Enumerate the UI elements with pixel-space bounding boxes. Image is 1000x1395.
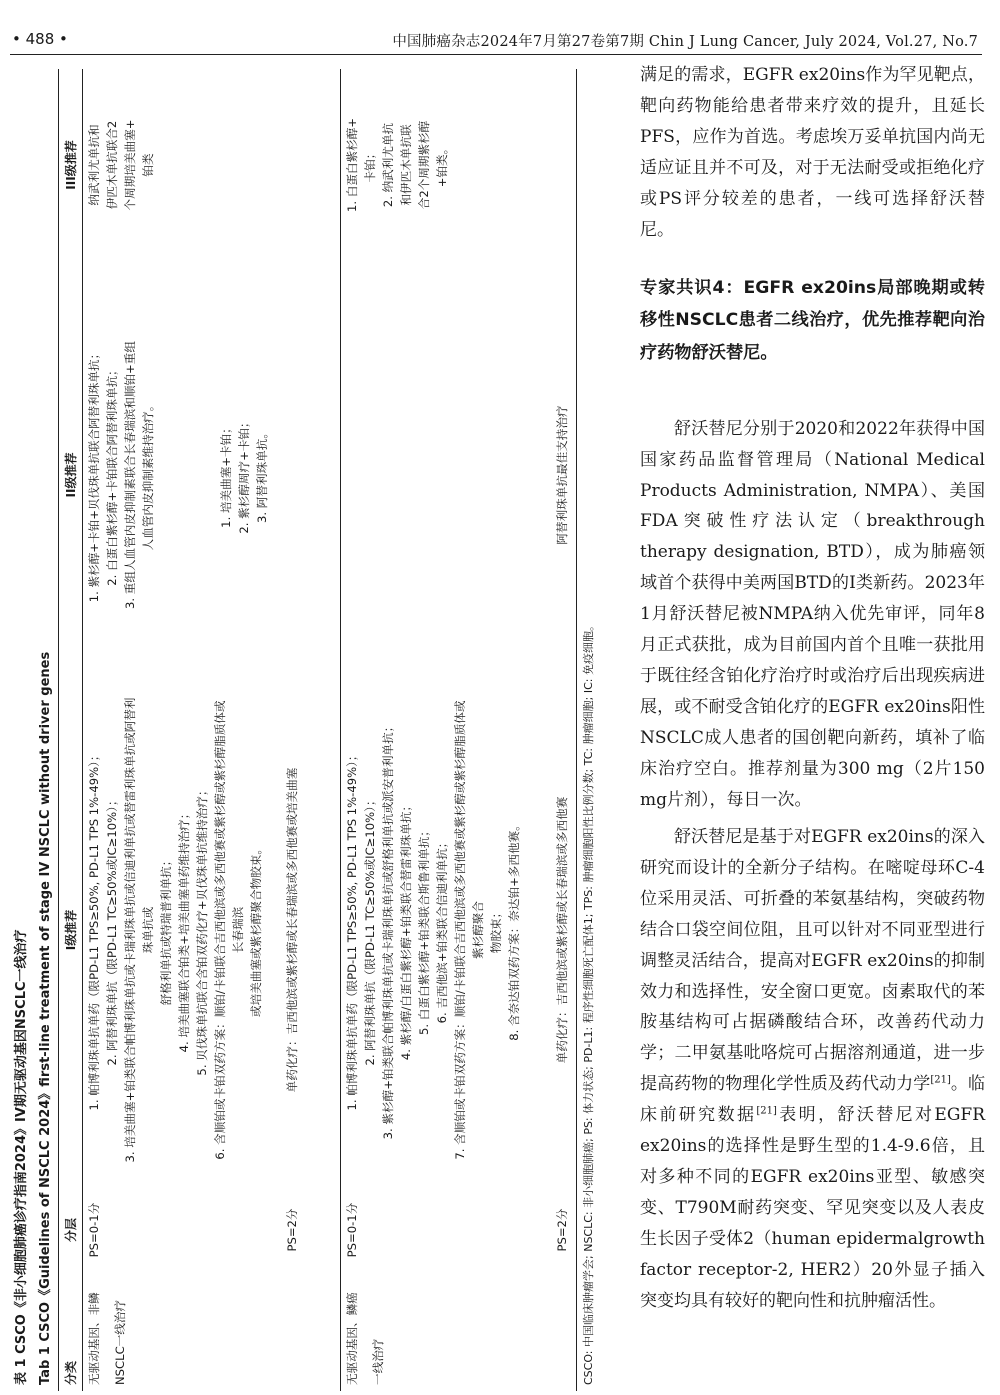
list-item: 个周期培美曲塞+ <box>122 119 137 211</box>
list-item: 舒格利单抗或特瑞普利单抗； <box>158 854 173 1006</box>
expert-consensus-4: 专家共识4：EGFR ex20ins局部晚期或转移性NSCLC患者二线治疗，优先推荐靶向治疗药物舒沃替尼。 <box>640 277 985 363</box>
list-item: 1. 培美曲塞+卡铂； <box>219 422 233 528</box>
header-rule <box>10 54 982 55</box>
s2-category-line1: 无驱动基因、鳞癌 <box>345 1292 359 1385</box>
section-divider <box>340 69 341 1391</box>
list-item: 5. 贝伐珠单抗联合含铂双药化疗+贝伐珠单抗维持治疗； <box>194 784 209 1076</box>
citation-21: [21] <box>930 1074 951 1086</box>
s2-ps01: PS=0-1分 <box>345 1202 359 1258</box>
s1-level3-ps01 <box>86 75 158 255</box>
header-level2: II级推荐 <box>64 452 78 498</box>
s1-category-line2: NSCLC一线治疗 <box>113 1299 127 1385</box>
paragraph-continuation: 满足的需求，EGFR ex20ins作为罕见靶点，靶向药物能给患者带来疗效的提升，且延长PFS，应作为首选。考虑埃万妥单抗国内尚无适应证且并不可及，对于无法耐受或拒绝化疗或PS评分较差的患者，一线可选择舒沃替尼。 <box>640 65 985 240</box>
list-item: 3. 培美曲塞+铂类联合帕博利珠单抗或卡瑞利珠单抗或信迪利单抗或替雷利珠单抗或阿替利珠单抗或 <box>122 697 155 1163</box>
list-item: 铂类 <box>140 153 155 177</box>
list-item: 2. 纳武利尤单抗 <box>380 122 395 208</box>
list-item: +铂类。 <box>434 142 449 188</box>
header-rule-bottom <box>82 69 83 1391</box>
running-head: 中国肺癌杂志2024年7月第27卷第7期 Chin J Lung Cancer, July 2024, Vol.27, No.7 <box>392 34 978 50</box>
list-item: 4. 培美曲塞联合铂类+培美曲塞单药维持治疗； <box>176 807 191 1053</box>
table-top-rule <box>58 69 59 1391</box>
rotated-table-area <box>0 62 612 1395</box>
list-item: 纳武利尤单抗和 <box>87 124 101 206</box>
s2-level3-ps01 <box>344 75 452 255</box>
header-grade: 分层 <box>64 1218 78 1243</box>
s2-level1-ps2: 单药化疗：吉西他滨或紫杉醇或长春瑞滨或多西他赛 <box>555 796 569 1064</box>
list-item: 7. 含顺铂或卡铂双药方案：顺铂/卡铂联合吉西他滨或多西他赛或紫杉醇或紫杉醇脂质体或紫杉醇聚合 <box>452 700 485 1160</box>
paragraph-structure-text-3: 表明，舒沃替尼对EGFR ex20ins的选择性是野生型的1.4-9.6倍，且对多种不同的EGFR ex20ins亚型、敏感突变、T790M耐药突变、罕见突变以及人表皮生长因子受体2（human epidermalgrowth factor receptor-2, HER2）20外显子插入突变均具有较好的靶向性和抗肿瘤活性。 <box>640 1105 986 1311</box>
s1-ps2: PS=2分 <box>285 1208 299 1252</box>
paragraph-structure-text-2: 。临床前研究数据 <box>640 1074 986 1126</box>
list-item: 6. 含顺铂或卡铂双药方案：顺铂/卡铂联合吉西他滨或多西他赛或紫杉醇或紫杉醇脂质体或长春瑞滨 <box>212 700 245 1160</box>
table-caption-en: Tab 1 CSCO《Guidelines of NSCLC 2024》first-line treatment of stage IV NSCLC without driver genes <box>38 651 53 1385</box>
list-item: 合2个周期紫杉醇 <box>416 120 431 210</box>
body-text-column <box>640 60 985 1323</box>
list-item: 3. 阿替利珠单抗。 <box>254 427 269 523</box>
s2-level1-ps01 <box>344 695 524 1165</box>
list-item: 1. 帕博利珠单抗单药（限PD-L1 TPS≥50%, PD-L1 TPS 1%-49%）； <box>87 749 101 1111</box>
paragraph-structure <box>640 822 985 1317</box>
s1-level2-ps2 <box>218 265 272 685</box>
list-item: 人血管内皮抑制素维持治疗。 <box>140 399 155 551</box>
list-item: 卡铂； <box>362 147 377 183</box>
list-item: 5. 白蛋白紫杉醇+铂类联合斯鲁利单抗； <box>416 825 431 1035</box>
table-footnote: CSCO: 中国临床肿瘤学会; NSCLC: 非小细胞肺癌; PS: 体力状态; PD-L1: 程序性细胞死亡配体1; TPS: 肿瘤细胞阳性比例分数; TC: 肿瘤细胞; IC: 免疫细胞。 <box>582 620 595 1385</box>
s1-ps01: PS=0-1分 <box>87 1202 101 1258</box>
header-level3: III级推荐 <box>64 140 78 190</box>
list-item: 1. 紫杉醇+卡铂+贝伐珠单抗联合阿替利珠单抗； <box>87 347 101 603</box>
page-header <box>0 0 1000 60</box>
list-item: 2. 阿替利珠单抗（限PD-L1 TC≥50%或IC≥10%）； <box>104 794 119 1066</box>
s2-ps2: PS=2分 <box>555 1208 569 1252</box>
s1-level1-ps01 <box>86 695 266 1165</box>
list-item: 3. 紫杉醇+铂类联合帕博利珠单抗或卡瑞利珠单抗或舒格利单抗或派安普利单抗； <box>380 720 395 1140</box>
list-item: 2. 阿替利珠单抗（限PD-L1 TC≥50%或IC≥10%）； <box>362 794 377 1066</box>
citation-21: [21] <box>756 1105 777 1117</box>
s1-level2-ps01 <box>86 265 158 685</box>
s2-level2-ps2: 阿替利珠单抗最佳支持治疗 <box>555 405 569 545</box>
list-item: 2. 白蛋白紫杉醇+卡铂联合阿替利珠单抗； <box>104 364 119 586</box>
list-item: 4. 紫杉醇/白蛋白紫杉醇+铂类联合替雷利珠单抗； <box>398 799 413 1061</box>
s1-category-line1: 无驱动基因、非鳞 <box>87 1292 101 1385</box>
paragraph-structure-text-1: 舒沃替尼是基于对EGFR ex20ins的深入研究而设计的全新分子结构。在嘧啶母环C-4位采用灵活、可折叠的苯氨基结构，突破药物结合口袋空间位阻，且可以针对不同亚型进行调整灵活结合，提高对EGFR ex20ins的抑制效力和选择性，安全窗口更宽。卤素取代的苯胺基结构可占据磷酸结合环，改善药代动力学；二甲氨基吡咯烷可占据溶剂通道，进一步提高药物的物理化学性质及药代动力学 <box>640 826 985 1095</box>
guideline-table <box>0 62 612 1395</box>
table-bottom-rule <box>576 69 577 1391</box>
list-item: 1. 白蛋白紫杉醇+ <box>345 117 359 213</box>
page-number: • 488 • <box>12 30 68 48</box>
list-item: 1. 帕博利珠单抗单药（限PD-L1 TPS≥50%, PD-L1 TPS 1%-49%）； <box>345 749 359 1111</box>
list-item: 物胶束； <box>488 906 503 954</box>
list-item: 或培美曲塞或紫杉醇聚合物胶束。 <box>248 843 263 1017</box>
header-level1: I级推荐 <box>64 909 78 951</box>
list-item: 伊匹木单抗联合2 <box>104 120 119 210</box>
table-caption-cn: 表 1 CSCO《非小细胞肺癌诊疗指南2024》IV期无驱动基因NSCLC一线治疗 <box>14 929 29 1385</box>
list-item: 3. 重组人血管内皮抑制素联合长春瑞滨和顺铂+重组 <box>122 341 137 609</box>
s1-level1-ps2: 单药化疗：吉西他滨或紫杉醇或长春瑞滨或多西他赛或培美曲塞 <box>285 767 299 1093</box>
s2-category-line2: 一线治疗 <box>371 1338 385 1385</box>
paragraph-approval: 舒沃替尼分别于2020和2022年获得中国国家药品监督管理局（National Medical Products Administration, NMPA）、美国FDA突破性疗法认定（breakthrough therapy designation, BTD），成为肺癌领域首个获得中美两国BTD的I类新药。2023年1月舒沃替尼被NMPA纳入优先审评，同年8月正式获批，成为目前国内首个且唯一获批用于既往经含铂化疗治疗时或治疗后出现疾病进展，或不耐受含铂化疗的EGFR ex20ins阳性NSCLC成人患者的国创靶向新药，填补了临床治疗空白。推荐剂量为300 mg（2片150 mg片剂），每日一次。 <box>640 418 985 810</box>
list-item: 8. 含奈达铂双药方案：奈达铂+多西他赛。 <box>506 819 521 1041</box>
header-category: 分类 <box>64 1360 78 1385</box>
list-item: 2. 紫杉醇周疗+卡铂； <box>236 416 251 534</box>
list-item: 和伊匹木单抗联 <box>398 124 413 206</box>
list-item: 6. 吉西他滨+铂类联合信迪利单抗； <box>434 836 449 1024</box>
